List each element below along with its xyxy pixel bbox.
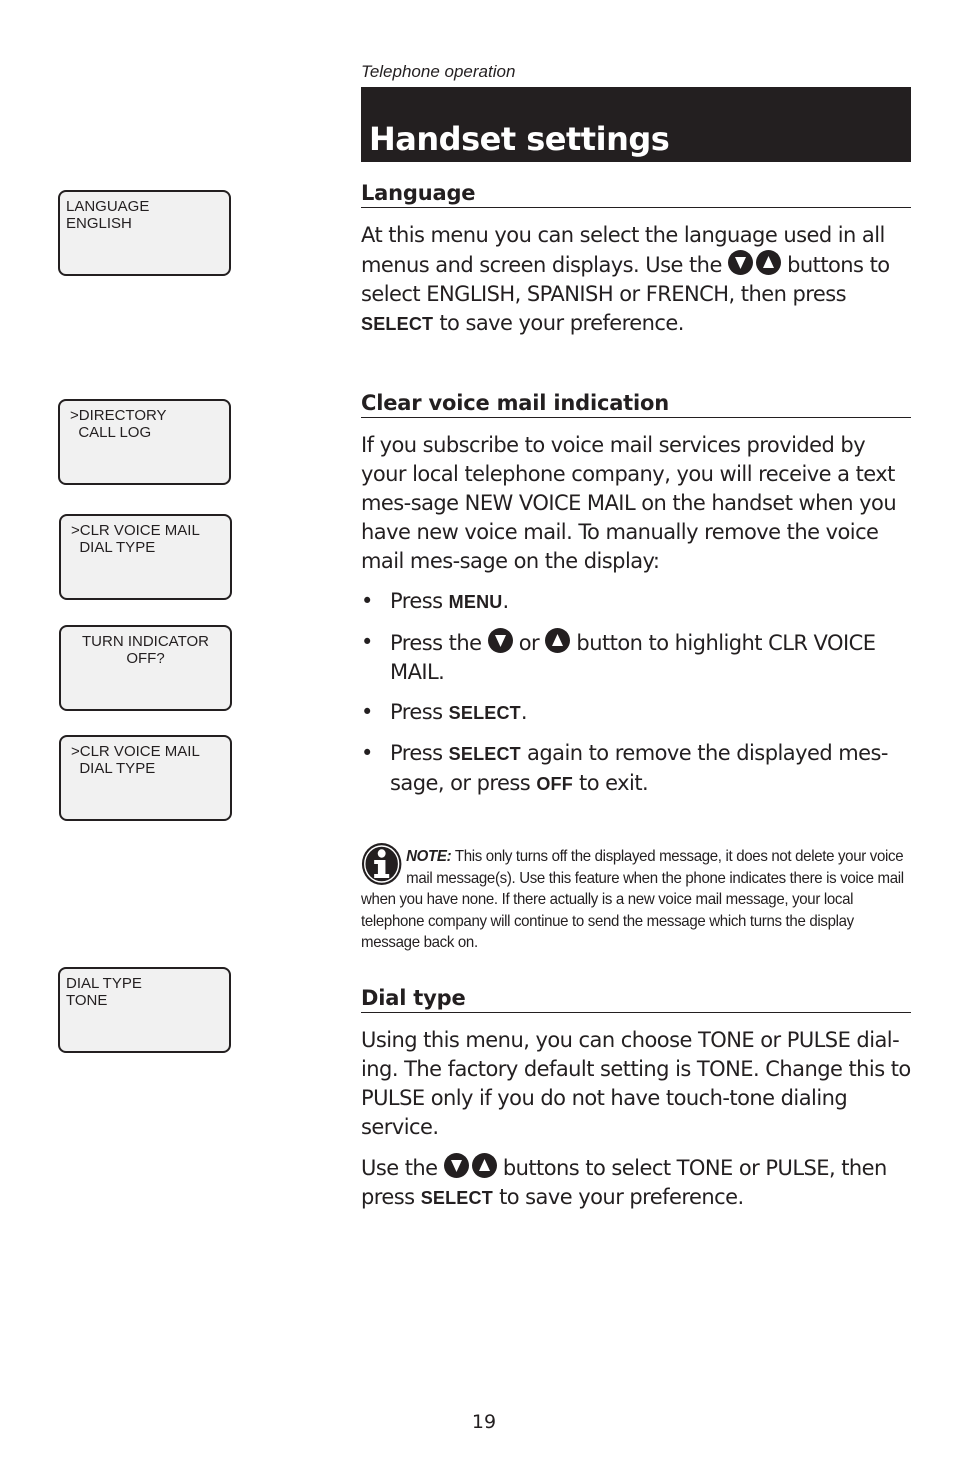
info-note-icon (361, 842, 402, 886)
lcd-line-1: >DIRECTORY (70, 407, 167, 424)
lcd-line-2: DIAL TYPE (71, 760, 156, 777)
lcd-screen-dial-type (58, 967, 231, 1053)
dial-type-paragraph-2: Use the buttons to select TONE or PULSE, then press SELECT to save your preference. (361, 1153, 913, 1213)
clear-voice-mail-paragraph: If you subscribe to voice mail services provided by your local telephone company, you will receive a text mes-sage NEW VOICE MAIL on the handset when you have new voice mail. To manually remove the voice mail mes-sage on the display: (361, 433, 897, 573)
lcd-line-2: DIAL TYPE (71, 539, 156, 556)
lcd-screen-turn-indicator (59, 625, 232, 711)
select-key-label: SELECT (361, 314, 434, 334)
lcd-screen-language (58, 190, 231, 276)
lcd-screen-directory (58, 399, 231, 485)
page-title: Handset settings (369, 120, 670, 158)
dial-type-paragraph-1: Using this menu, you can choose TONE or PULSE dial-ing. The factory default setting is TONE. Change this to PULSE only if you do not have touch-tone dialing service. (361, 1028, 911, 1139)
language-paragraph: At this menu you can select the language used in all menus and screen displays. Use the buttons to select ENGLISH, SPANISH or FRENCH, then press SELECT to save your preference. (361, 223, 890, 335)
lcd-line-1: LANGUAGE (66, 198, 150, 215)
lcd-line-1: DIAL TYPE (66, 975, 142, 992)
lcd-line-2: OFF? (126, 650, 165, 667)
page-number: 19 (471, 1411, 497, 1433)
title-bar (361, 87, 911, 162)
lcd-screen-clr-voice-mail (59, 514, 232, 600)
lcd-line-1: >CLR VOICE MAIL (71, 743, 200, 760)
lcd-screen-clr-voice-mail-2 (59, 735, 232, 821)
lcd-line-2: TONE (66, 992, 108, 1009)
note-block (361, 846, 911, 954)
menu-key-label: MENU (448, 592, 503, 612)
up-arrow-button-icon (545, 628, 570, 653)
down-arrow-button-icon (728, 250, 753, 275)
select-key-label: SELECT (448, 703, 521, 723)
up-arrow-button-icon (472, 1153, 497, 1178)
off-key-label: OFF (536, 774, 573, 794)
down-arrow-button-icon (488, 628, 513, 653)
up-arrow-button-icon (756, 250, 781, 275)
note-label: NOTE: (406, 848, 452, 865)
section-label: Telephone operation (361, 62, 516, 81)
lcd-line-1: TURN INDICATOR (82, 633, 209, 650)
select-key-label: SELECT (448, 744, 521, 764)
lcd-line-2: CALL LOG (70, 424, 152, 441)
lcd-line-2: ENGLISH (66, 215, 132, 232)
clear-voice-mail-heading: Clear voice mail indication (361, 391, 911, 418)
note-text: This only turns off the displayed message, it does not delete your voice mail message(s). Use this feature when the phone indicates there is voice mail when you have none. If there actually is a new voice mail message, your local telephone company will continue to send the message which turns the display message back on. (361, 848, 904, 951)
lcd-line-1: >CLR VOICE MAIL (71, 522, 200, 539)
language-heading: Language (361, 181, 911, 208)
down-arrow-button-icon (444, 1153, 469, 1178)
select-key-label: SELECT (420, 1188, 493, 1208)
dial-type-heading: Dial type (361, 986, 911, 1013)
